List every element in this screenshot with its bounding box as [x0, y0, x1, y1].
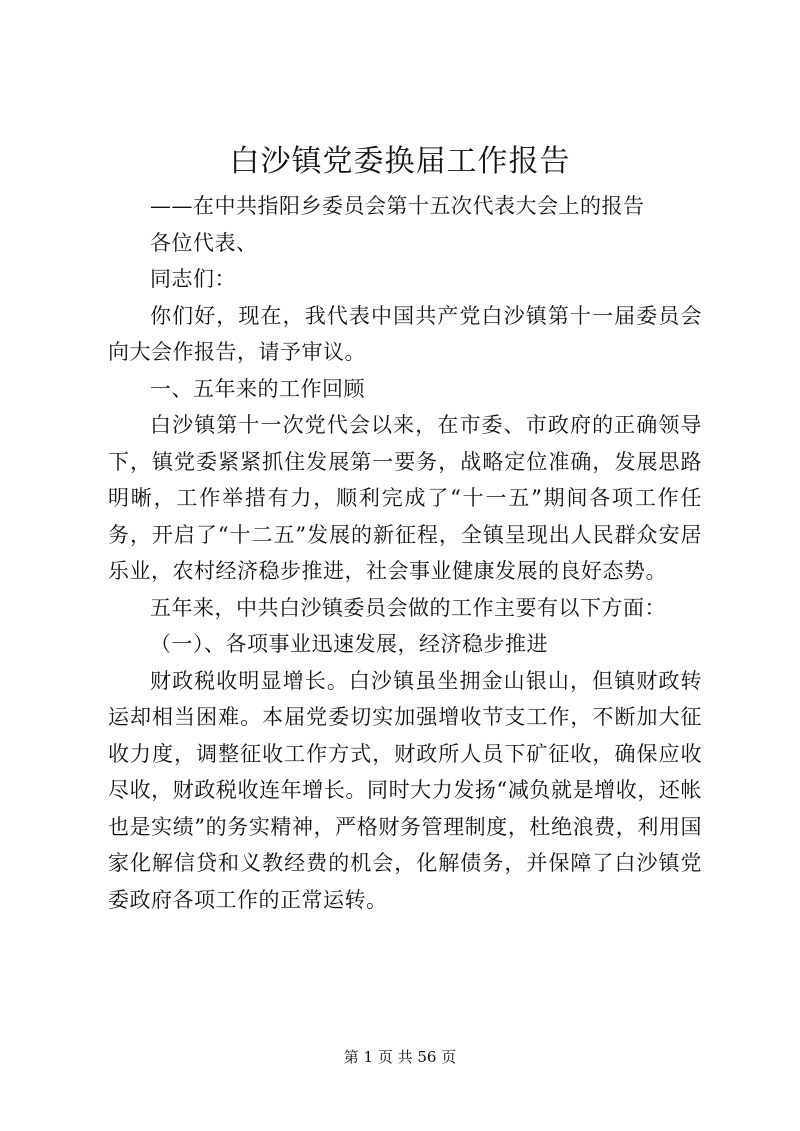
subsection-heading-development: （一）、各项事业迅速发展，经济稳步推进 [150, 632, 548, 656]
document-body [108, 188, 702, 918]
paragraph-overview: 白沙镇第十一次党代会以来，在市委、市政府的正确领导下，镇党委紧紧抓住发展第一要务，战略定位准确，发展思路明晰，工作举措有力，顺利完成了“十一五”期间各项工作任务，开启了“十二五”发展的新征程，全镇呈现出人民群众安居乐业，农村经济稳步推进，社会事业健康发展的良好态势。 [108, 413, 702, 583]
paragraph-work-aspects: 五年来，中共白沙镇委员会做的工作主要有以下方面： [150, 595, 666, 620]
document-subtitle: ——在中共指阳乡委员会第十五次代表大会上的报告 [150, 194, 645, 218]
salutation-comrades: 同志们： [150, 267, 236, 291]
document-title: 白沙镇党委换届工作报告 [229, 144, 571, 179]
paragraph-finance: 财政税收明显增长。白沙镇虽坐拥金山银山，但镇财政转运却相当困难。本届党委切实加强增收节支工作，不断加大征收力度，调整征收工作方式，财政所人员下矿征收，确保应收尽收，财政税收连年增长。同时大力发扬“减负就是增收，还帐也是实绩”的务实精神，严格财务管理制度，杜绝浪费，利用国家化解信贷和义教经费的机会，化解债务，并保障了白沙镇党委政府各项工作的正常运转。 [108, 668, 702, 912]
salutation-delegates: 各位代表、 [150, 230, 258, 255]
page-number: 第 1 页 共 56 页 [343, 1048, 457, 1066]
section-heading-review: 一、五年来的工作回顾 [150, 376, 365, 401]
paragraph-opening: 你们好，现在，我代表中国共产党白沙镇第十一届委员会向大会作报告，请予审议。 [108, 303, 702, 364]
